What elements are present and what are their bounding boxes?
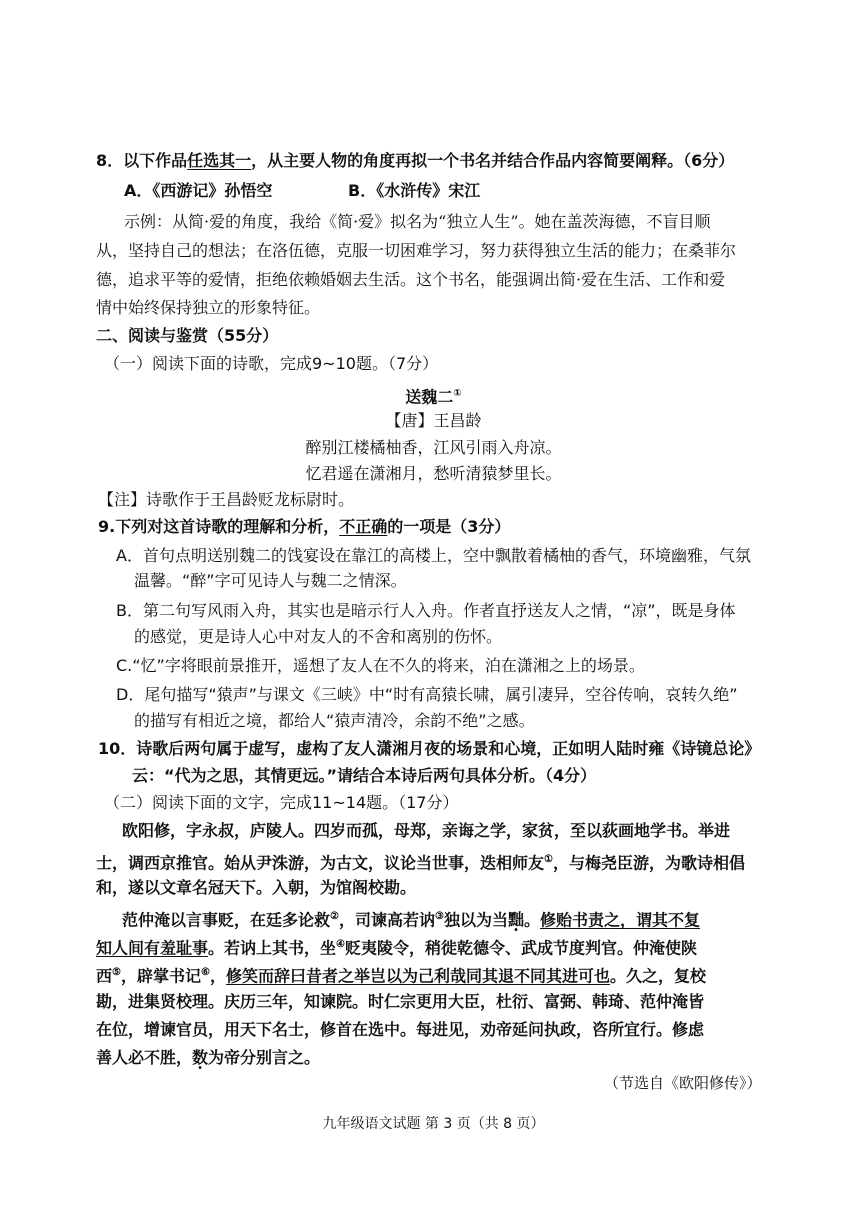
q9-option-d-line-1: D．尾句描写“猿声”与课文《三峡》中“时有高猿长啸，属引凄异，空谷传响，哀转久绝” xyxy=(116,685,738,704)
q8-stem xyxy=(96,150,734,172)
p2-dotted-char-1: 黜 xyxy=(507,910,524,930)
q9-option-a-line-1: A．首句点明送别魏二的饯宴设在靠江的高楼上，空中飘散着橘柚的香气，环境幽雅，气氛 xyxy=(116,546,751,565)
p2-dotted-char-2: 数 xyxy=(192,1048,209,1067)
passage-p2-line-2 xyxy=(96,934,697,959)
p2-underlined-sentence-2: 修笑而辞曰昔者之举岂以为己利哉同其退不同其进可也 xyxy=(225,966,610,986)
q10-line-1: 10．诗歌后两句属于虚写，虚构了友人潇湘月夜的场景和心境，正如明人陆时雍《诗镜总论》 xyxy=(98,739,761,758)
q9-stem-pre: 9.下列对这首诗歌的理解和分析， xyxy=(98,517,340,536)
part1-intro: （一）阅读下面的诗歌，完成9~10题。（7分） xyxy=(104,354,439,373)
p2-l3-c: ， xyxy=(209,966,226,986)
q8-example-line-4: 情中始终保持独立的形象特征。 xyxy=(96,298,321,317)
q9-option-d-line-2: 的描写有相近之境，都给人“猿声清冷，余韵不绝”之感。 xyxy=(134,711,535,730)
poem-note-mark: ① xyxy=(453,388,462,399)
q9-option-c: C.“忆”字将眼前景推开，遥想了友人在不久的将来，泊在潇湘之上的场景。 xyxy=(116,656,645,675)
poem-line-2: 忆君遥在潇湘月，愁听清猿梦里长。 xyxy=(305,464,562,483)
p2-l2-a: 。若讷上其书，坐 xyxy=(208,938,337,958)
p2-l1-d: 。 xyxy=(524,910,541,930)
q8-example-line-2: 从，坚持自己的想法；在洛伍德，克服一切困难学习，努力获得独立生活的能力；在桑菲尔 xyxy=(96,241,737,260)
q8-example-line-3: 德，追求平等的爱情，拒绝依赖婚姻去生活。这个书名，能强调出简·爱在生活、工作和爱 xyxy=(96,270,726,289)
q9-stem xyxy=(98,516,510,538)
p2-l2-b: 贬夷陵令，稍徙乾德令、武成节度判官。仲淹使陕 xyxy=(345,938,698,958)
passage-note-2: ② xyxy=(330,911,339,922)
section2-title: 二、阅读与鉴赏（55分） xyxy=(96,326,279,345)
p2-l1-a: 范仲淹以言事贬，在廷多论救 xyxy=(122,910,331,930)
passage-p1-line-3: 和，遂以文章名冠天下。入朝，为馆阁校勘。 xyxy=(96,878,417,897)
q9-option-b-line-1: B．第二句写风雨入舟，其实也是暗示行人入舟。作者直抒送友人之情，“凉”，既是身体 xyxy=(116,601,736,620)
q10-line-2: 云：“代为之思，其情更远。”请结合本诗后两句具体分析。（4分） xyxy=(132,766,597,785)
passage-note-4: ④ xyxy=(336,939,345,950)
passage-note-3: ③ xyxy=(435,911,444,922)
p2-l6-b: 为帝分别言之。 xyxy=(208,1048,321,1067)
passage-source: （节选自《欧阳修传》） xyxy=(604,1074,762,1092)
passage-note-6: ⑥ xyxy=(201,967,210,978)
passage-note-5: ⑤ xyxy=(112,967,121,978)
passage-p1-line-2 xyxy=(96,849,745,874)
passage-p2-line-6 xyxy=(96,1047,320,1069)
passage-p2-line-3 xyxy=(96,962,706,987)
poem-author: 【唐】王昌龄 xyxy=(385,411,482,430)
part2-intro: （二）阅读下面的文字，完成11~14题。（17分） xyxy=(104,793,459,812)
q9-option-b-line-2: 的感觉，更是诗人心中对友人的不舍和离别的伤怀。 xyxy=(134,627,503,646)
q8-option-b: B．《水浒传》宋江 xyxy=(348,181,481,200)
q8-option-a: A．《西游记》孙悟空 xyxy=(124,181,273,200)
p2-l3-b: ，辟掌书记 xyxy=(120,966,201,986)
passage-p1-line-2b: ，与梅尧臣游，为歌诗相倡 xyxy=(552,853,745,873)
passage-p1-line-2a: 士，调西京推官。始从尹洙游，为古文，议论当世事，迭相师友 xyxy=(96,853,545,873)
p2-l6-a: 善人必不胜， xyxy=(96,1048,193,1067)
p2-underlined-sentence-1b: 知人间有羞耻事 xyxy=(96,938,209,958)
p2-l3-d: 。久之，复校 xyxy=(610,966,707,986)
p2-l1-c: 独以为当 xyxy=(443,910,508,930)
p2-l3-a: 西 xyxy=(96,966,113,986)
q8-stem-post: ，从主要人物的角度再拟一个书名并结合作品内容简要阐释。（6分） xyxy=(251,151,735,170)
passage-p2-line-5: 在位，增谏官员，用天下名士，修首在选中。每进见，劝帝延问执政，咨所宜行。修虑 xyxy=(96,1020,705,1039)
page-footer: 九年级语文试题 第 3 页（共 8 页） xyxy=(322,1116,545,1132)
q9-stem-emphasis: 不正确 xyxy=(339,517,388,536)
q8-example-line-1: 示例：从简·爱的角度，我给《简·爱》拟名为“独立人生”。她在盖茨海德，不盲目顺 xyxy=(124,212,711,231)
poem-title xyxy=(0,383,867,408)
q9-option-a-line-2: 温馨。“醉”字可见诗人与魏二之情深。 xyxy=(134,571,407,590)
passage-note-1: ① xyxy=(544,854,553,865)
poem-note: 【注】诗歌作于王昌龄贬龙标尉时。 xyxy=(98,490,355,509)
q8-stem-pre: 8．以下作品 xyxy=(96,151,188,170)
poem-title-text: 送魏二 xyxy=(405,387,454,407)
q8-stem-emphasis: 任选其一 xyxy=(187,151,252,170)
poem-line-1: 醉别江楼橘柚香，江风引雨入舟凉。 xyxy=(305,438,562,457)
passage-p2-line-1 xyxy=(122,906,700,931)
p2-l1-b: ，司谏高若讷 xyxy=(338,910,435,930)
passage-p2-line-4: 勘，进集贤校理。庆历三年，知谏院。时仁宗更用大臣，杜衍、富弼、韩琦、范仲淹皆 xyxy=(96,992,705,1011)
p2-underlined-sentence-1a: 修贻书责之，谓其不复 xyxy=(540,910,701,930)
q9-stem-post: 的一项是（3分） xyxy=(387,517,511,536)
passage-p1-line-1: 欧阳修，字永叔，庐陵人。四岁而孤，母郑，亲诲之学，家贫，至以荻画地学书。举进 xyxy=(122,821,731,840)
